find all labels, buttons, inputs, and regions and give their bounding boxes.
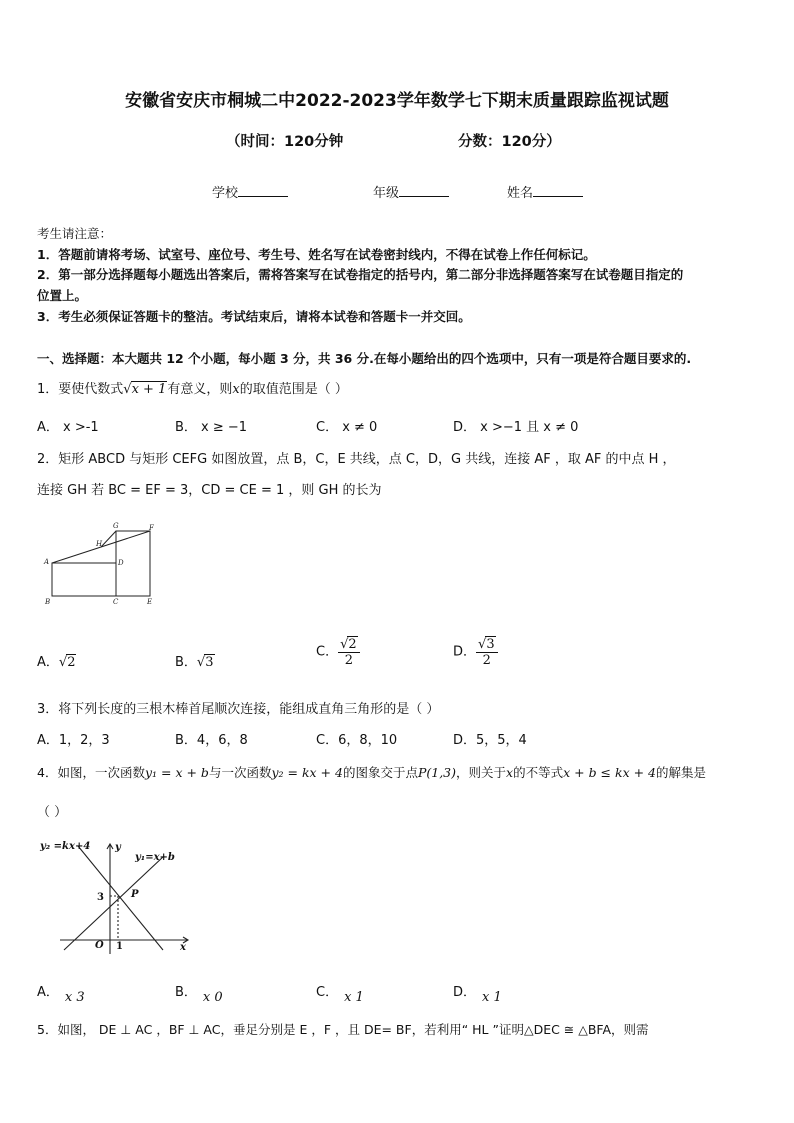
- q4-graph-figure: [38, 836, 198, 954]
- q3-option-d[interactable]: D．5，5，4: [453, 733, 527, 748]
- q4-option-c[interactable]: C． x 1: [316, 985, 364, 1005]
- q1-option-d[interactable]: D． x >−1 且 x ≠ 0: [453, 420, 579, 435]
- q3-option-c[interactable]: C．6，8，10: [316, 733, 398, 748]
- label-e: E: [147, 598, 153, 606]
- label-f: F: [149, 524, 154, 532]
- q4-var: x: [506, 765, 514, 780]
- q4-option-a[interactable]: A． x 3: [37, 985, 85, 1005]
- q2-option-c[interactable]: C． $\frac{√2}{2}$: [316, 636, 360, 668]
- q1-var: x: [232, 382, 240, 397]
- q4-option-b[interactable]: B． x 0: [175, 985, 223, 1005]
- label-h: H: [96, 540, 103, 548]
- q4-inequality: x + b ≤ kx + 4: [563, 765, 656, 780]
- q4-paren: （ ）: [37, 805, 68, 820]
- q2-option-b-value: 3: [205, 655, 214, 670]
- q4-option-d[interactable]: D． x 1: [453, 985, 502, 1005]
- note-line-3: 3．考生必须保证答题卡的整洁。考试结束后，请将本试卷和答题卡一并交回。: [37, 309, 471, 324]
- grade-field[interactable]: [373, 182, 449, 201]
- q2-option-b[interactable]: B．√3: [175, 655, 214, 670]
- line-y1: [64, 856, 164, 950]
- question-1: 1．要使代数式√x + 1有意义，则x的取值范围是（ ）: [37, 382, 348, 397]
- q4-point: P(1,3): [417, 765, 457, 780]
- label-b: B: [45, 598, 51, 606]
- q1-option-b[interactable]: B． x ≥ −1: [175, 420, 248, 435]
- label-y-axis: y: [115, 842, 121, 853]
- q3-option-a[interactable]: A．1，2，3: [37, 733, 110, 748]
- q1-radicand: x + 1: [131, 382, 167, 397]
- note-line-2b: 位置上。: [37, 288, 88, 303]
- paper-title: 安徽省安庆市桐城二中2022-2023学年数学七下期末质量跟踪监视试题: [125, 91, 669, 111]
- q1-post: 的取值范围是（ ）: [239, 382, 348, 397]
- q2-option-d[interactable]: D． $\frac{√3}{2}$: [453, 636, 498, 668]
- q2-option-c-num: 2: [348, 637, 357, 652]
- q4-option-b-value: x 0: [202, 990, 223, 1005]
- q4-option-a-value: x 3: [64, 990, 85, 1005]
- q4-function-2: y₂ = kx + 4: [271, 765, 343, 780]
- q2-option-d-num: 3: [486, 637, 495, 652]
- label-y2-eq: y₂ =kx+4: [40, 841, 91, 852]
- q1-pre: 1．要使代数式: [37, 382, 124, 397]
- exam-score: 分数：120分）: [458, 134, 561, 150]
- label-x-axis: x: [180, 942, 186, 953]
- q4-function-1: y₁ = x + b: [144, 765, 209, 780]
- label-three: 3: [97, 892, 104, 903]
- question-2-line-2: 连接 GH 若 BC = EF = 3，CD = CE = 1 ，则 GH 的长为: [37, 483, 382, 498]
- q3-option-b[interactable]: B．4，6，8: [175, 733, 248, 748]
- note-line-2a: 2．第一部分选择题每小题选出答案后，需将答案写在试卷指定的括号内，第二部分非选择题答案写在试卷题目指定的: [37, 267, 684, 282]
- q2-rectangle-figure: [40, 520, 165, 610]
- label-d: D: [118, 559, 124, 567]
- school-label: 学校: [212, 186, 239, 201]
- q1-option-c[interactable]: C． x ≠ 0: [316, 420, 378, 435]
- question-2-line-1: 2．矩形 ABCD 与矩形 CEFG 如图放置，点 B，C，E 共线，点 C，D，G 共线，连接 AF ，取 AF 的中点 H ，: [37, 452, 676, 467]
- q2-option-a-value: 2: [67, 655, 76, 670]
- label-c: C: [113, 598, 119, 606]
- notes-heading: 考生请注意：: [37, 226, 113, 241]
- section-1-heading: 一、选择题：本大题共 12 个小题，每小题 3 分，共 36 分.在每小题给出的四个选项中，只有一项是符合题目要求的.: [37, 351, 692, 366]
- label-o: O: [95, 940, 104, 951]
- label-p: P: [131, 889, 139, 900]
- q1-option-a[interactable]: A． x >-1: [37, 420, 99, 435]
- label-y1-eq: y₁=x+b: [135, 852, 175, 863]
- q2-option-a[interactable]: A．√2: [37, 655, 76, 670]
- school-field[interactable]: [212, 182, 288, 201]
- question-3: 3．将下列长度的三根木棒首尾顺次连接，能组成直角三角形的是（ ）: [37, 702, 440, 717]
- q2-option-d-den: 2: [482, 653, 491, 668]
- name-label: 姓名: [507, 186, 534, 201]
- grade-label: 年级: [373, 186, 400, 201]
- rect-abcd: [52, 563, 116, 596]
- q2-option-c-den: 2: [344, 653, 353, 668]
- note-line-1: 1．答题前请将考场、试室号、座位号、考生号、姓名写在试卷密封线内，不得在试卷上作任何标记。: [37, 247, 596, 262]
- exam-time: （时间：120分钟: [226, 134, 344, 150]
- question-4: 4．如图，一次函数y₁ = x + b与一次函数y₂ = kx + 4的图象交于点P(1,3)，则关于x的不等式x + b ≤ kx + 4的解集是: [37, 765, 707, 780]
- label-g: G: [113, 522, 119, 530]
- q4-option-c-value: x 1: [344, 990, 364, 1005]
- label-one: 1: [116, 941, 123, 952]
- name-field[interactable]: [507, 182, 583, 201]
- question-5: 5．如图， DE ⊥ AC ，BF ⊥ AC，垂足分别是 E ，F ，且 DE= BF，若利用“ HL ”证明△DEC ≅ △BFA，则需: [37, 1022, 649, 1037]
- q1-mid: 有意义，则: [167, 382, 233, 397]
- label-a: A: [44, 558, 50, 566]
- q4-option-d-value: x 1: [482, 990, 502, 1005]
